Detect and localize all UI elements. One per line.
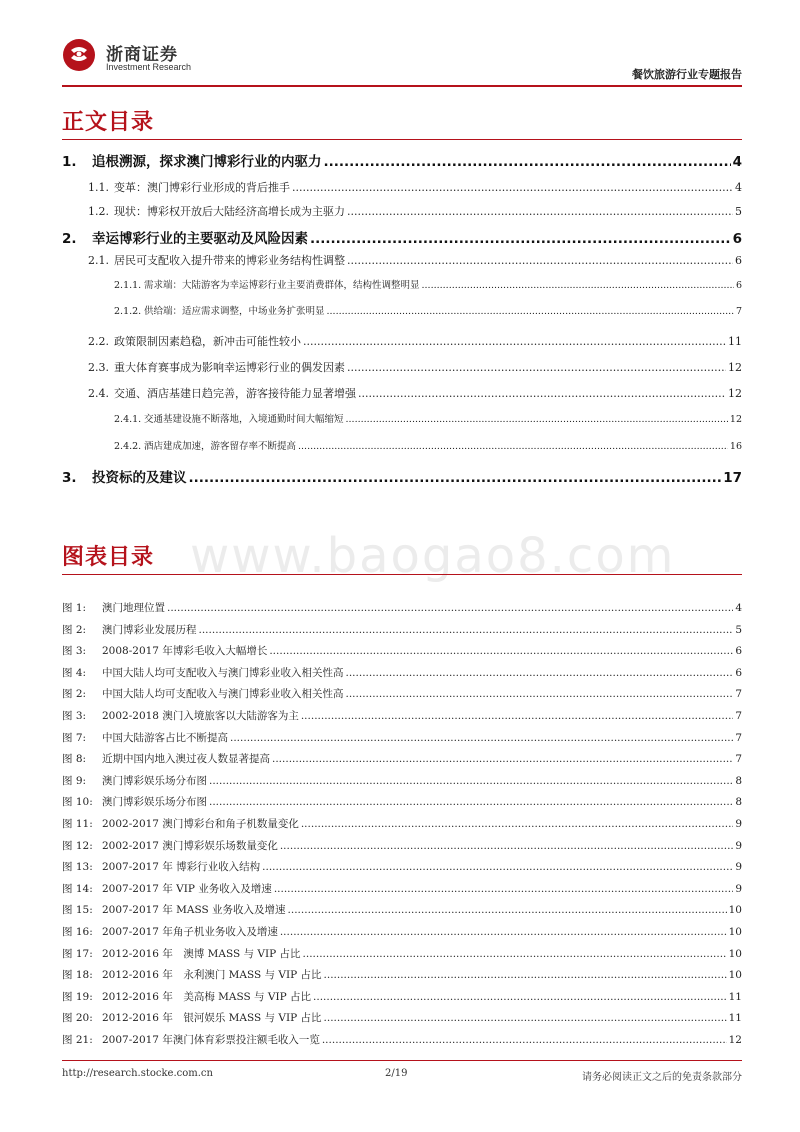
toc-entry-page: 4 [735,181,742,194]
toc-entry-page: 12 [728,361,742,374]
figure-entry-page: 6 [735,667,742,679]
figure-entry-title: 2007-2017 年 MASS 业务收入及增速 [102,904,286,916]
toc-leader-dots [358,387,726,400]
toc-leader-dots [324,154,731,170]
figure-leader-dots [313,991,727,1003]
toc-entry[interactable] [88,359,742,375]
figure-entry-title: 2007-2017 年角子机业务收入及增速 [102,926,278,938]
toc-entry-title: 变革：澳门博彩行业形成的背后推手 [114,181,290,194]
toc-entry-number: 1.1. [88,181,109,194]
toc-entry-title: 居民可支配收入提升带来的博彩业务结构性调整 [114,254,345,267]
toc-entry-number: 2. [62,231,77,247]
figure-leader-dots [230,732,733,744]
toc-entry-title: 现状：博彩权开放后大陆经济高增长成为主驱力 [114,205,345,218]
toc-entry[interactable] [114,277,742,291]
toc-entry-number: 1.2. [88,205,109,218]
toc-entry-page: 12 [728,387,742,400]
figure-leader-dots [301,818,733,830]
figure-leader-dots [288,904,727,916]
figure-entry[interactable] [62,773,742,788]
figure-entry[interactable] [62,816,742,831]
toc-leader-dots [347,361,726,374]
toc-entry-title: 投资标的及建议 [92,470,187,486]
figure-entry-number: 图 21: [62,1034,93,1046]
toc-entry-number: 2.4.2. [114,441,142,452]
figure-entry-title: 中国大陆游客占比不断提高 [102,732,228,744]
figure-entry-number: 图 1: [62,602,87,614]
figure-leader-dots [209,796,733,808]
figure-entry-page: 7 [735,753,742,765]
figure-entry[interactable] [62,600,742,615]
toc-entry-number: 2.2. [88,335,109,348]
figure-entry[interactable] [62,946,742,961]
figure-entry-page: 7 [735,688,742,700]
toc-entry-page: 11 [728,335,742,348]
figure-entry[interactable] [62,924,742,939]
toc-entry[interactable] [62,227,742,247]
figure-entry-title: 澳门地理位置 [102,602,165,614]
toc-entry-number: 2.1. [88,254,109,267]
figure-entry-page: 4 [735,602,742,614]
toc-entry-number: 2.4.1. [114,414,142,425]
toc-entry[interactable] [62,150,742,170]
toc-entry-title: 政策限制因素趋稳，新冲击可能性较小 [114,335,301,348]
toc-entry-title: 幸运博彩行业的主要驱动及风险因素 [92,231,308,247]
toc-entry-title: 追根溯源，探求澳门博彩行业的内驱力 [92,154,322,170]
figure-entry-title: 2007-2017 年澳门体育彩票投注额毛收入一览 [102,1034,320,1046]
toc-title-divider [62,139,742,140]
toc-entry-title: 重大体育赛事成为影响幸运博彩行业的偶发因素 [114,361,345,374]
figure-entry[interactable] [62,881,742,896]
figure-entry-title: 2002-2018 澳门入境旅客以大陆游客为主 [102,710,299,722]
page-number: 2/19 [385,1068,408,1079]
figure-entry-number: 图 8: [62,753,87,765]
toc-entry-number: 1. [62,154,77,170]
figure-entry-title: 2002-2017 澳门博彩娱乐场数量变化 [102,840,278,852]
brand-name-en: Investment Research [106,62,192,72]
figure-entry-number: 图 19: [62,991,93,1003]
figure-entry[interactable] [62,967,742,982]
toc-entry[interactable] [88,179,742,195]
figure-entry[interactable] [62,730,742,745]
figure-entry[interactable] [62,989,742,1004]
figure-entry-number: 图 15: [62,904,93,916]
figure-entry-number: 图 2: [62,688,87,700]
figure-entry-page: 11 [728,991,742,1003]
figure-leader-dots [262,861,733,873]
toc-entry-page: 4 [732,154,742,170]
watermark: www.baogao8.com [190,528,676,584]
figure-entry-page: 7 [735,732,742,744]
toc-entry[interactable] [114,303,742,317]
figure-leader-dots [272,753,733,765]
toc-entry-page: 6 [735,254,742,267]
figure-entry-page: 9 [735,840,742,852]
figure-entry-title: 2007-2017 年 VIP 业务收入及增速 [102,883,272,895]
figure-entry-number: 图 9: [62,775,87,787]
figure-entry-page: 10 [728,948,742,960]
toc-leader-dots [346,414,728,425]
figure-entry[interactable] [62,794,742,809]
toc-leader-dots [189,470,722,486]
figure-leader-dots [280,926,727,938]
figure-entry[interactable] [62,838,742,853]
toc-entry-page: 12 [729,414,742,425]
figure-entry[interactable] [62,751,742,766]
figure-entry[interactable] [62,686,742,701]
toc-entry-title: 供给端：适应需求调整，中场业务扩张明显 [144,306,325,317]
figure-entry-title: 2012-2016 年 美高梅 MASS 与 VIP 占比 [102,991,312,1003]
figure-entry-title: 中国大陆人均可支配收入与澳门博彩业收入相关性高 [102,688,344,700]
figure-entry[interactable] [62,902,742,917]
figure-entry-number: 图 16: [62,926,93,938]
figure-leader-dots [346,667,734,679]
figure-entry-page: 11 [728,1012,742,1024]
figure-leader-dots [346,688,734,700]
figure-entry-number: 图 17: [62,948,93,960]
header-divider [62,85,742,87]
toc-entry-title: 需求端：大陆游客为幸运博彩行业主要消费群体，结构性调整明显 [144,280,420,291]
figure-entry-title: 中国大陆人均可支配收入与澳门博彩业收入相关性高 [102,667,344,679]
toc-entry-page: 16 [729,441,742,452]
figure-entry-number: 图 14: [62,883,93,895]
figure-entry-number: 图 3: [62,710,87,722]
toc-leader-dots [292,181,733,194]
toc-entry-number: 2.4. [88,387,109,400]
toc-entry[interactable] [88,385,742,401]
toc-entry-page: 6 [732,231,742,247]
figure-leader-dots [280,840,733,852]
report-type: 餐饮旅游行业专题报告 [632,68,742,81]
figure-entry-title: 澳门博彩业发展历程 [102,624,197,636]
figure-entry[interactable] [62,1010,742,1025]
figure-leader-dots [301,710,733,722]
figure-entry-title: 澳门博彩娱乐场分布图 [102,796,207,808]
toc-entry-page: 7 [735,306,742,317]
figure-entry[interactable] [62,708,742,723]
figure-entry-title: 澳门博彩娱乐场分布图 [102,775,207,787]
toc-entry-number: 3. [62,470,77,486]
brand-name-cn: 浙商证券 [106,45,178,65]
figure-entry-title: 2007-2017 年 博彩行业收入结构 [102,861,261,873]
toc-entry[interactable] [114,411,742,425]
toc-entry-number: 2.3. [88,361,109,374]
figure-entry-page: 7 [735,710,742,722]
footer-divider [62,1060,742,1061]
figure-entry-number: 图 10: [62,796,93,808]
figure-entry-title: 2012-2016 年 澳博 MASS 与 VIP 占比 [102,948,301,960]
toc-leader-dots [310,231,731,247]
figure-leader-dots [199,624,734,636]
toc-entry-page: 17 [723,470,742,486]
figure-entry-title: 近期中国内地入澳过夜人数显著提高 [102,753,270,765]
figure-leader-dots [324,969,727,981]
figure-entry-page: 9 [735,818,742,830]
toc-leader-dots [422,280,734,291]
figure-entry-page: 8 [735,796,742,808]
toc-entry-number: 2.1.2. [114,306,142,317]
figure-entry-title: 2002-2017 澳门博彩台和角子机数量变化 [102,818,299,830]
figure-entry-title: 2008-2017 年博彩毛收入大幅增长 [102,645,268,657]
toc-entry-number: 2.1.1. [114,280,142,291]
figure-entry-number: 图 2: [62,624,87,636]
figure-entry-page: 5 [735,624,742,636]
figure-entry-number: 图 13: [62,861,93,873]
figure-entry-page: 8 [735,775,742,787]
figure-entry[interactable] [62,859,742,874]
toc-entry[interactable] [88,333,742,349]
figure-entry-title: 2012-2016 年 银河娱乐 MASS 与 VIP 占比 [102,1012,322,1024]
figure-list-title: 图表目录 [62,545,155,570]
toc-leader-dots [298,441,728,452]
toc-entry-title: 酒店建成加速，游客留存率不断提高 [144,441,297,452]
toc-leader-dots [303,335,726,348]
figure-leader-dots [269,645,733,657]
figure-entry-page: 12 [728,1034,742,1046]
figure-entry-number: 图 12: [62,840,93,852]
toc-entry-page: 5 [735,205,742,218]
figure-entry[interactable] [62,665,742,680]
figure-leader-dots [322,1034,727,1046]
figure-entry-page: 6 [735,645,742,657]
toc-entry[interactable] [88,252,742,268]
toc-title: 正文目录 [62,110,155,135]
figure-entry[interactable] [62,622,742,637]
toc-entry-title: 交通基建设施不断落地，入境通勤时间大幅缩短 [144,414,344,425]
figure-entry-page: 9 [735,861,742,873]
figure-entry-page: 10 [728,969,742,981]
toc-entry-page: 6 [735,280,742,291]
figure-list-title-divider [62,574,742,575]
figure-leader-dots [167,602,733,614]
figure-entry[interactable] [62,643,742,658]
figure-entry-page: 9 [735,883,742,895]
figure-entry-page: 10 [728,904,742,916]
figure-leader-dots [324,1012,727,1024]
toc-leader-dots [327,306,734,317]
toc-entry[interactable] [88,203,742,219]
zheshang-logo-icon [62,38,96,72]
figure-leader-dots [274,883,734,895]
toc-leader-dots [347,254,733,267]
figure-entry-number: 图 7: [62,732,87,744]
figure-entry-number: 图 18: [62,969,93,981]
figure-entry-number: 图 20: [62,1012,93,1024]
footer-disclaimer: 请务必阅读正文之后的免责条款部分 [582,1072,742,1083]
toc-entry[interactable] [62,466,742,486]
footer-url[interactable]: http://research.stocke.com.cn [62,1068,213,1079]
figure-leader-dots [303,948,727,960]
figure-entry-page: 10 [728,926,742,938]
figure-entry-title: 2012-2016 年 永利澳门 MASS 与 VIP 占比 [102,969,322,981]
figure-entry-number: 图 3: [62,645,87,657]
figure-entry-number: 图 11: [62,818,93,830]
page-header [62,38,742,84]
toc-leader-dots [347,205,733,218]
figure-leader-dots [209,775,733,787]
toc-entry-title: 交通、酒店基建日趋完善，游客接待能力显著增强 [114,387,356,400]
figure-entry[interactable] [62,1032,742,1047]
figure-entry-number: 图 4: [62,667,87,679]
toc-entry[interactable] [114,438,742,452]
